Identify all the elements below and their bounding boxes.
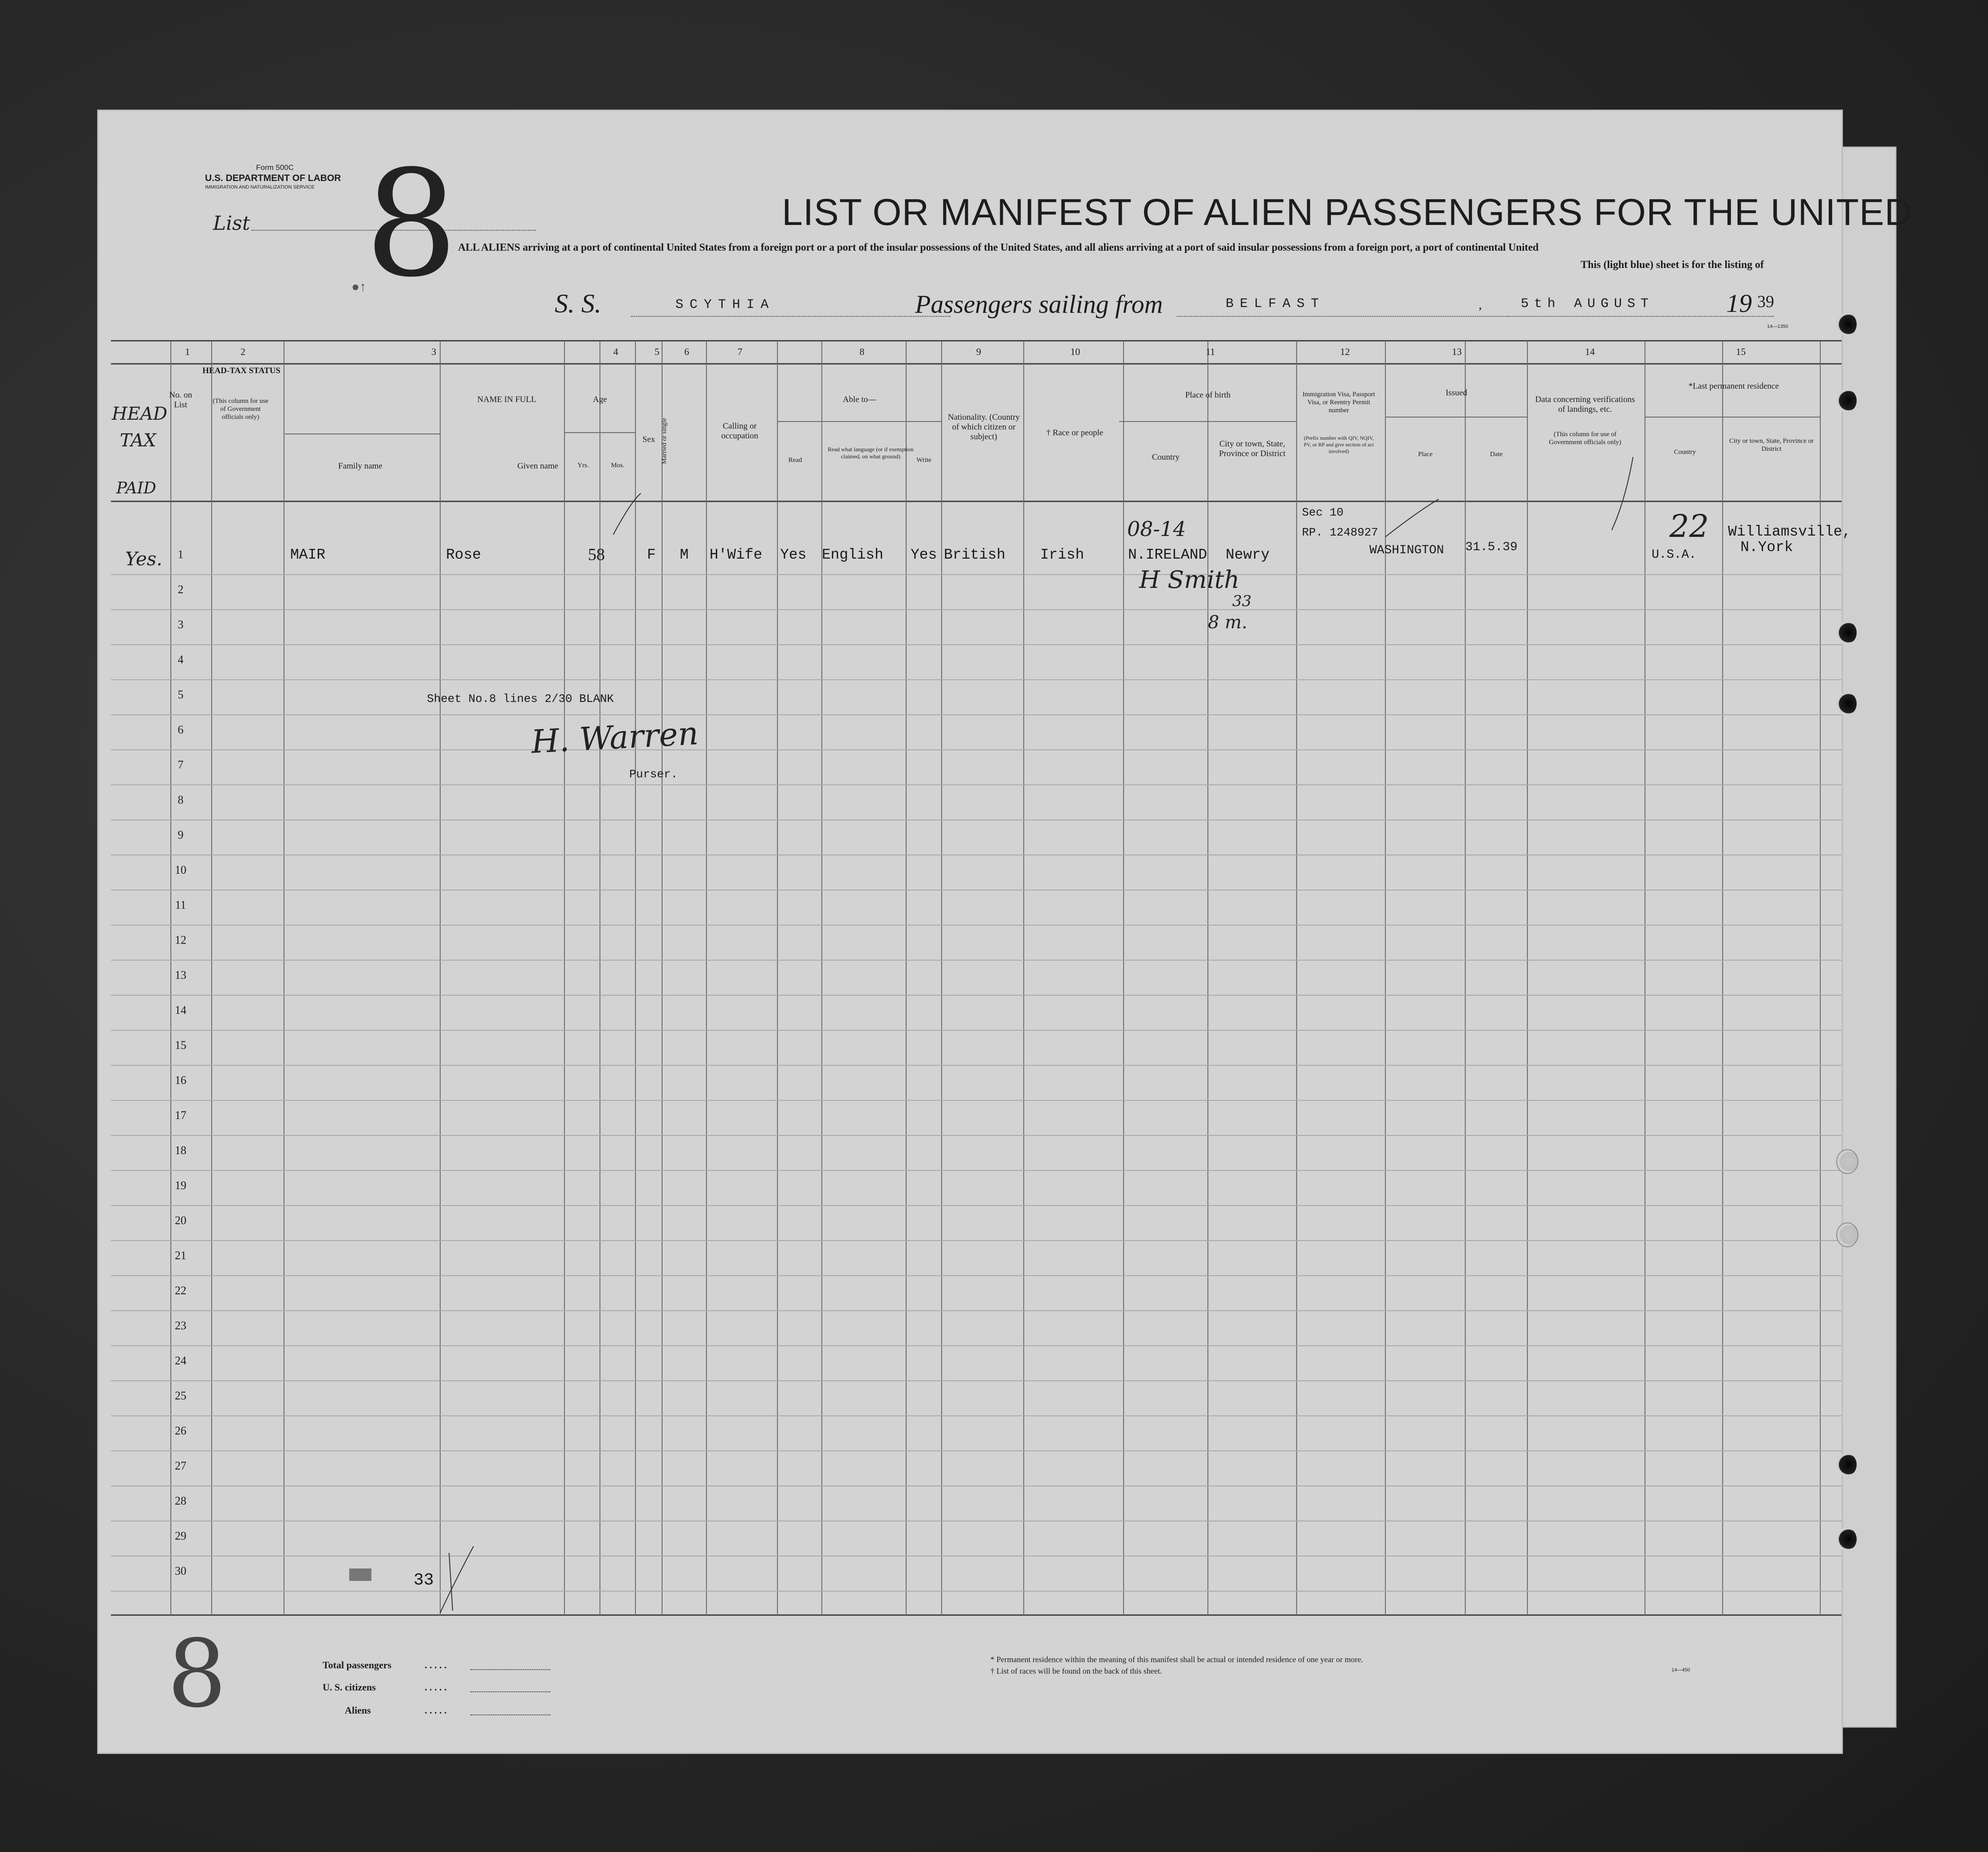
column-number: 12: [1340, 346, 1350, 357]
departure-port: BELFAST: [1226, 296, 1325, 311]
us-citizens-dots: . . . . .: [425, 1682, 447, 1693]
margin-paid-note: PAID: [116, 479, 156, 497]
margin-tax-note: TAX: [120, 430, 156, 451]
passenger-language: English: [822, 547, 884, 563]
header-visa: Immigration Visa, Passport Visa, or Reentry Permit number: [1302, 391, 1375, 414]
stamp-mark: ●↑: [351, 280, 367, 294]
punch-hole: [1836, 1149, 1858, 1174]
header-name-in-full: NAME IN FULL: [477, 395, 536, 404]
row-number: 10: [175, 863, 186, 876]
row-number: 6: [178, 723, 184, 736]
aliens-label: Aliens: [345, 1705, 371, 1716]
races-footnote: † List of races will be found on the back of this sheet.: [990, 1667, 1162, 1675]
header-issued: Issued: [1445, 388, 1467, 398]
department-name: U.S. DEPARTMENT OF LABOR: [205, 173, 341, 183]
row-number: 2: [178, 583, 184, 596]
row-number: 18: [175, 1144, 186, 1157]
header-nationality: Nationality. (Country of which citizen or subject): [947, 413, 1020, 441]
punch-hole: [1836, 692, 1857, 715]
ss-label: S. S.: [555, 289, 601, 318]
manifest-title: LIST OR MANIFEST OF ALIEN PASSENGERS FOR THE UNITED: [782, 191, 1912, 233]
comma-mark: ,: [1479, 297, 1482, 312]
column-number: 14: [1585, 346, 1595, 357]
handwritten-residence-mark: 22: [1669, 508, 1709, 544]
faded-stamp: [349, 1568, 371, 1581]
row-number: 24: [175, 1354, 186, 1367]
row-number: 15: [175, 1039, 186, 1052]
column-number: 5: [655, 346, 659, 357]
sailing-date: 5th AUGUST: [1521, 296, 1654, 311]
column-number: 10: [1070, 346, 1080, 357]
column-number: 7: [738, 346, 742, 357]
total-passengers-dots: . . . . .: [425, 1659, 447, 1671]
row-number: 12: [175, 934, 186, 946]
header-write: Write: [916, 457, 931, 464]
column-number: 3: [431, 346, 436, 357]
header-head-tax-note: (This column for use of Government officials only): [213, 398, 268, 421]
us-citizens-field: [470, 1691, 550, 1692]
header-married: Married or single: [661, 418, 668, 465]
punch-hole: [1836, 1528, 1857, 1551]
margin-head-note: HEAD: [112, 404, 168, 424]
column-number: 8: [860, 346, 864, 357]
column-number: 2: [241, 346, 245, 357]
passenger-can-read: Yes: [780, 547, 807, 563]
handwritten-note-number: 33: [1232, 592, 1252, 610]
passenger-visa-section: Sec 10: [1302, 506, 1344, 519]
header-family-name: Family name: [338, 461, 383, 471]
passenger-residence-city: Williamsville,: [1728, 524, 1851, 540]
column-number: 13: [1452, 346, 1462, 357]
corner-page-mark: 8: [167, 1620, 227, 1728]
aliens-dots: . . . . .: [425, 1705, 447, 1716]
row-number: 9: [178, 828, 184, 841]
list-number: 8: [365, 139, 458, 309]
row-number: 13: [175, 969, 186, 981]
row-number: 30: [175, 1564, 186, 1577]
passenger-sex: F: [647, 547, 656, 563]
header-race: † Race or people: [1046, 428, 1104, 437]
passenger-residence-country: U.S.A.: [1652, 548, 1696, 562]
sheet-purpose-note: This (light blue) sheet is for the listing of: [1581, 259, 1764, 271]
passenger-family-name: MAIR: [290, 547, 326, 563]
manifest-grid: [99, 111, 1842, 1753]
passenger-given-name: Rose: [446, 547, 481, 563]
punch-hole: [1836, 313, 1857, 336]
header-age-yrs: Yrs.: [577, 462, 589, 469]
row-number: 25: [175, 1389, 186, 1402]
column-number: 15: [1736, 346, 1746, 357]
column-number: 6: [684, 346, 689, 357]
passenger-age-yrs: 58: [588, 545, 605, 564]
passenger-visa-number: RP. 1248927: [1302, 526, 1378, 539]
punch-hole: [1836, 1222, 1858, 1247]
column-number: 4: [613, 346, 618, 357]
passenger-issued-date: 31.5.39: [1465, 540, 1518, 554]
header-age-mos: Mos.: [611, 462, 625, 469]
passenger-can-write: Yes: [911, 547, 937, 563]
header-read-language: Read what language (or if exemption claimed, on what ground): [828, 446, 914, 460]
column-number: 1: [185, 346, 190, 357]
column-number: 9: [976, 346, 981, 357]
passenger-occupation: H'Wife: [710, 547, 762, 563]
passenger-nationality: British: [944, 547, 1006, 563]
stamp-number: 33: [414, 1571, 434, 1590]
row-number: 4: [178, 653, 184, 666]
header-residence-country: Country: [1674, 449, 1696, 456]
passenger-residence-state: N.York: [1740, 539, 1793, 556]
row-number: 29: [175, 1529, 186, 1542]
handwritten-initials: H Smith: [1139, 566, 1240, 594]
handwritten-code: 08-14: [1127, 517, 1186, 541]
handwritten-note-time: 8 m.: [1208, 612, 1247, 633]
year-prefix: 19: [1726, 289, 1752, 318]
form-code: 14—1350: [1767, 324, 1788, 329]
header-age: Age: [593, 395, 607, 404]
residence-footnote: * Permanent residence within the meaning of this manifest shall be actual or intended residence of one year or more.: [990, 1655, 1363, 1664]
header-issued-date: Date: [1490, 451, 1503, 458]
us-citizens-label: U. S. citizens: [323, 1682, 376, 1693]
header-no-on-list: No. on List: [169, 390, 192, 410]
passenger-issued-place: WASHINGTON: [1369, 544, 1444, 557]
punch-hole: [1836, 389, 1857, 412]
header-birth-country: Country: [1152, 453, 1180, 462]
header-visa-note: (Prefix number with QIV, NQIV, PV, or RP and give section of act involved): [1304, 435, 1374, 454]
row-number: 3: [178, 618, 184, 631]
list-label: List: [213, 212, 250, 235]
ship-name: SCYTHIA: [675, 297, 775, 312]
header-last-residence: *Last permanent residence: [1688, 382, 1779, 391]
header-given-name: Given name: [517, 461, 559, 471]
row-number: 5: [178, 688, 184, 701]
column-number: 11: [1206, 346, 1215, 357]
row-number: 26: [175, 1424, 186, 1437]
passenger-birth-country: N.IRELAND: [1128, 547, 1207, 563]
row-number: 22: [175, 1284, 186, 1297]
row-number: 7: [178, 758, 184, 771]
header-verifications: Data concerning verifications of landings, etc.: [1535, 395, 1635, 414]
header-sex: Sex: [642, 435, 655, 444]
row-number: 16: [175, 1074, 186, 1087]
punch-hole: [1836, 1453, 1857, 1476]
manifest-subtitle: ALL ALIENS arriving at a port of continental United States from a foreign port or a port of the insular possessions of the United States, and all aliens arriving at a port of said insular possessions from a foreign port, a port of continental United: [458, 242, 1539, 253]
total-passengers-field: [470, 1669, 550, 1670]
header-head-tax: HEAD-TAX STATUS: [202, 366, 280, 375]
header-verifications-note: (This column for use of Government officials only): [1549, 431, 1621, 446]
blank-lines-note: Sheet No.8 lines 2/30 BLANK: [427, 692, 614, 705]
punch-hole: [1836, 621, 1857, 644]
purser-signature: H. Warren: [530, 714, 700, 761]
form-number: Form 500C: [256, 163, 294, 172]
row-number: 21: [175, 1249, 186, 1262]
header-birth-city: City or town, State, Province or District: [1219, 439, 1286, 458]
row-number: 17: [175, 1109, 186, 1122]
row-number: 11: [175, 898, 186, 911]
manifest-sheet: [99, 111, 1912, 1753]
header-able-to: Able to—: [843, 395, 876, 404]
header-calling: Calling or occupation: [721, 422, 758, 441]
header-place-of-birth: Place of birth: [1185, 390, 1231, 400]
header-issued-place: Place: [1418, 451, 1433, 458]
row-number: 28: [175, 1494, 186, 1507]
header-read: Read: [788, 457, 802, 464]
row-number: 19: [175, 1179, 186, 1192]
passenger-marital-status: M: [680, 547, 689, 563]
total-passengers-label: Total passengers: [323, 1659, 392, 1671]
purser-title: Purser.: [629, 768, 678, 781]
passenger-race: Irish: [1040, 547, 1085, 563]
row-number: 8: [178, 793, 184, 806]
passenger-birth-city: Newry: [1226, 547, 1270, 563]
header-residence-city: City or town, State, Province or District: [1729, 437, 1814, 453]
year-suffix: 39: [1757, 292, 1774, 311]
row-number: 14: [175, 1004, 186, 1017]
margin-yes-note: Yes.: [125, 548, 162, 570]
row-number: 1: [178, 548, 184, 561]
footnote-code: 14—450: [1672, 1667, 1690, 1673]
row-number: 20: [175, 1214, 186, 1227]
aliens-field: [470, 1714, 550, 1715]
row-number: 23: [175, 1319, 186, 1332]
sailing-label: Passengers sailing from: [915, 290, 1163, 319]
row-number: 27: [175, 1459, 186, 1472]
service-name: IMMIGRATION AND NATURALIZATION SERVICE: [205, 185, 315, 190]
